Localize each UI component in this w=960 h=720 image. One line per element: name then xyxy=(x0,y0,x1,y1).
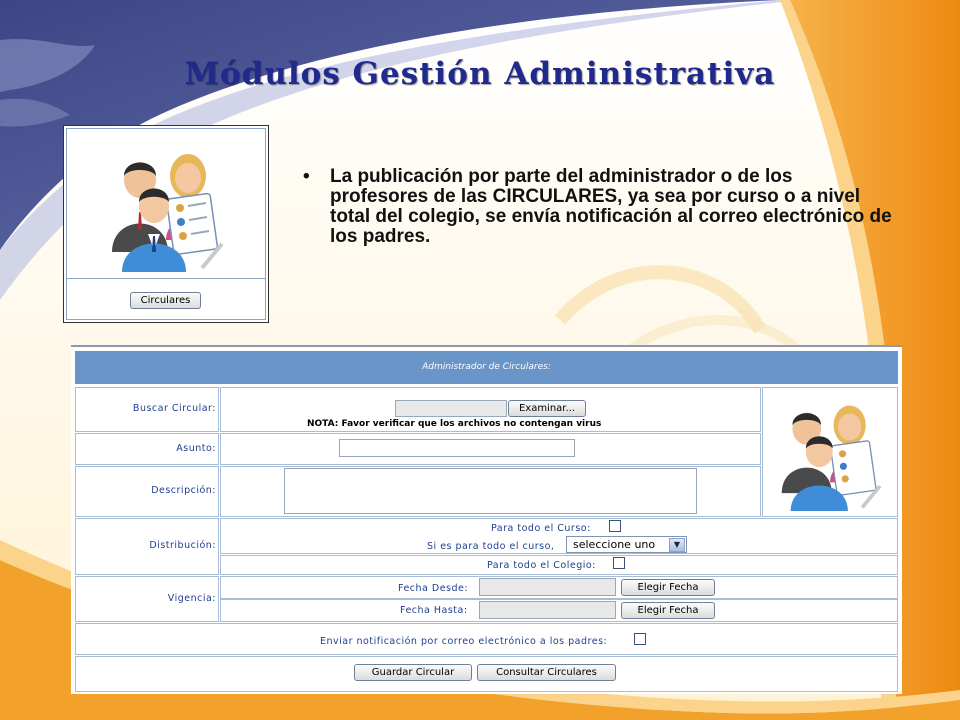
todo-colegio-label: Para todo el Colegio: xyxy=(487,560,596,571)
curso-select-label: Si es para todo el curso, xyxy=(427,541,555,552)
form-header: Administrador de Circulares: xyxy=(75,351,898,384)
notificacion-label: Enviar notificación por correo electrónico a los padres: xyxy=(320,636,608,647)
module-card-divider xyxy=(66,278,266,279)
elegir-fecha-desde-button[interactable]: Elegir Fecha xyxy=(621,579,715,596)
distribucion-label: Distribución: xyxy=(149,540,216,551)
module-card xyxy=(63,125,269,323)
users-with-document-icon xyxy=(770,393,890,511)
buscar-label: Buscar Circular: xyxy=(132,403,216,414)
examinar-button[interactable]: Examinar... xyxy=(508,400,586,417)
guardar-circular-button[interactable]: Guardar Circular xyxy=(354,664,472,681)
consultar-circulares-button[interactable]: Consultar Circulares xyxy=(477,664,616,681)
notificacion-checkbox[interactable] xyxy=(634,633,646,645)
vigencia-label: Vigencia: xyxy=(167,593,216,604)
fecha-hasta-label: Fecha Hasta: xyxy=(400,605,468,616)
todo-curso-checkbox[interactable] xyxy=(609,520,621,532)
users-with-document-icon xyxy=(106,140,226,272)
todo-colegio-checkbox[interactable] xyxy=(613,557,625,569)
page-title: Módulos Gestión Administrativa xyxy=(184,56,776,92)
descripcion-textarea[interactable] xyxy=(284,468,697,514)
bullet-dot: • xyxy=(303,166,310,187)
file-path-input[interactable] xyxy=(395,400,507,417)
curso-select[interactable] xyxy=(566,536,687,553)
descripcion-label: Descripción: xyxy=(151,485,216,496)
fecha-desde-input[interactable] xyxy=(479,578,616,596)
curso-select-value: seleccione uno xyxy=(573,538,656,551)
description-bullet xyxy=(303,167,893,247)
fecha-desde-label: Fecha Desde: xyxy=(398,583,469,594)
asunto-input[interactable] xyxy=(339,439,575,457)
todo-curso-label: Para todo el Curso: xyxy=(491,523,591,534)
chevron-down-icon[interactable]: ▼ xyxy=(669,538,685,552)
bullet-text: La publicación por parte del administrador o de los profesores de las CIRCULARES, ya sea por curso o a nivel total del colegio, se envía notificación al correo electrónico de los padres. xyxy=(330,166,892,247)
fecha-hasta-input[interactable] xyxy=(479,601,616,619)
circulares-button[interactable]: Circulares xyxy=(130,292,201,309)
virus-note: NOTA: Favor verificar que los archivos no contengan virus xyxy=(307,419,602,429)
circulares-admin-form xyxy=(71,345,902,694)
elegir-fecha-hasta-button[interactable]: Elegir Fecha xyxy=(621,602,715,619)
asunto-label: Asunto: xyxy=(176,443,216,454)
